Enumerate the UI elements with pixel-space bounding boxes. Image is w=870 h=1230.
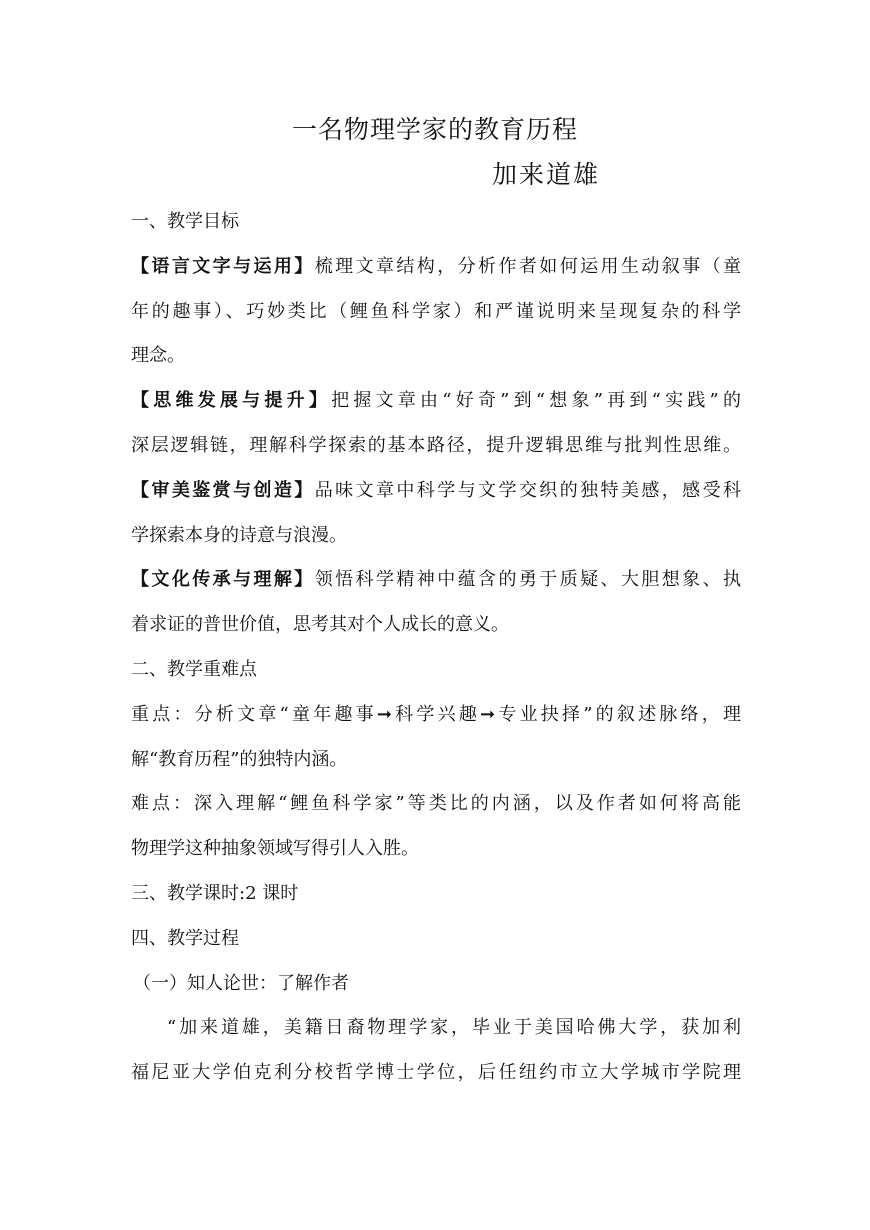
text-line — [131, 648, 741, 693]
line-text: 四、教学过程 — [131, 927, 239, 949]
line-text: “加来道雄，美籍日裔物理学家，毕业于美国哈佛大学，获加利 — [167, 1017, 741, 1039]
line-text: 难点：深入理解“鲤鱼科学家”等类比的内涵，以及作者如何将高能 — [131, 793, 741, 815]
text-line — [131, 738, 741, 783]
line-text: 梳理文章结构，分析作者如何运用生动叙事（童 — [314, 255, 741, 277]
line-text: 二、教学重难点 — [131, 658, 257, 680]
text-line — [131, 693, 741, 738]
line-text: 物理学这种抽象领域写得引人入胜。 — [131, 838, 419, 860]
text-line — [131, 603, 741, 648]
text-line — [131, 290, 741, 335]
text-line — [131, 827, 741, 872]
text-line — [131, 245, 741, 290]
text-line — [131, 558, 741, 603]
text-line — [131, 1051, 741, 1096]
line-text: 把握文章由“好奇”到“想象”再到“实践”的 — [331, 390, 741, 412]
text-line — [131, 469, 741, 514]
text-line — [131, 379, 741, 424]
text-line — [131, 782, 741, 827]
objective-label: 【文化传承与理解】 — [131, 569, 315, 591]
line-text: 重点：分析文章“童年趣事➞科学兴趣➞专业抉择”的叙述脉络，理 — [131, 703, 741, 725]
line-text: 品味文章中科学与文学交织的独特美感，感受科 — [314, 479, 741, 501]
objective-label: 【思维发展与提升】 — [131, 390, 332, 412]
line-text: （一）知人论世：了解作者 — [133, 972, 349, 994]
text-line — [131, 334, 741, 379]
document-author: 加来道雄 — [492, 160, 601, 189]
objective-label: 【审美鉴赏与创造】 — [131, 479, 315, 501]
text-line — [131, 1006, 741, 1051]
objective-label: 【语言文字与运用】 — [131, 255, 315, 277]
line-text: 福尼亚大学伯克利分校哲学博士学位，后任纽约市立大学城市学院理 — [131, 1062, 741, 1084]
text-line — [131, 917, 741, 962]
line-text: 深层逻辑链，理解科学探索的基本路径，提升逻辑思维与批判性思维。 — [131, 434, 741, 456]
line-text: 年的趣事）、巧妙类比（鲤鱼科学家）和严谨说明来呈现复杂的科学 — [131, 300, 741, 322]
line-text: 学探索本身的诗意与浪漫。 — [131, 524, 347, 546]
text-line — [131, 514, 741, 559]
text-line — [131, 200, 741, 245]
line-text: 领悟科学精神中蕴含的勇于质疑、大胆想象、执 — [314, 569, 741, 591]
line-text: 一、教学目标 — [131, 211, 239, 232]
text-line — [131, 872, 741, 917]
text-line — [131, 424, 741, 469]
text-line — [131, 962, 741, 1007]
line-text: 三、教学课时:2 课时 — [131, 882, 299, 904]
document-body — [131, 200, 741, 1096]
line-text: 解“教育历程”的独特内涵。 — [131, 748, 348, 770]
document-title: 一名物理学家的教育历程 — [291, 115, 578, 144]
line-text: 着求证的普世价值，思考其对个人成长的意义。 — [131, 614, 509, 636]
line-text: 理念。 — [131, 345, 185, 367]
